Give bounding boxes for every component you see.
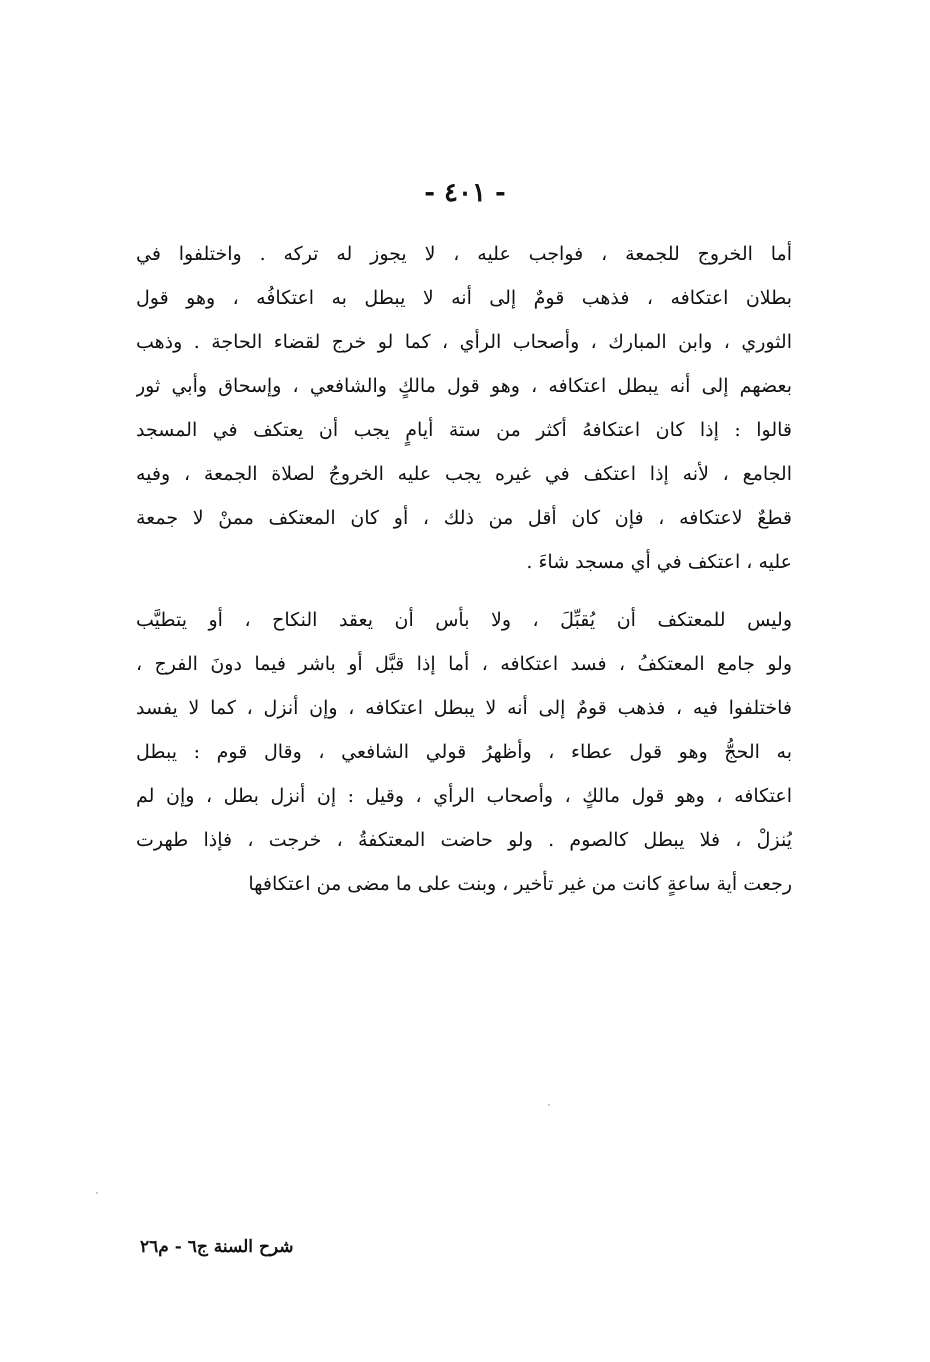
text-line: الجامع ، لأنه إذا اعتكف في غيره يجب عليه الخروجُ لصلاة الجمعة ، وفيه	[136, 463, 792, 485]
text-line: قالوا : إذا كان اعتكافهُ أكثر من ستة أيامٍ يجب أن يعتكف في المسجد	[136, 419, 792, 441]
text-line: فاختلفوا فيه ، فذهب قومٌ إلى أنه لا يبطل اعتكافه ، وإن أنزل ، كما لا يفسد	[136, 697, 792, 719]
paragraph-1	[136, 232, 792, 584]
text-line: عليه ، اعتكف في أي مسجد شاءَ .	[526, 551, 792, 573]
scan-speck	[548, 1104, 550, 1106]
text-line: الثوري ، وابن المبارك ، وأصحاب الرأي ، كما لو خرج لقضاء الحاجة . وذهب	[136, 331, 792, 353]
text-line: بعضهم إلى أنه يبطل اعتكافه ، وهو قول مالكٍ والشافعي ، وإسحاق وأبي ثور	[136, 375, 792, 397]
text-line: أما الخروج للجمعة ، فواجب عليه ، لا يجوز له تركه . واختلفوا في	[136, 243, 792, 265]
text-line: رجعت أية ساعةٍ كانت من غير تأخير ، وبنت على ما مضى من اعتكافها	[248, 873, 792, 895]
footer-signature: شرح السنة ج٦ - م٢٦	[140, 1237, 294, 1257]
scan-speck	[96, 1192, 98, 1194]
page-number: - ٤٠١ -	[424, 178, 506, 208]
text-line: ولو جامع المعتكفُ ، فسد اعتكافه ، أما إذا قبَّل أو باشر فيما دونَ الفرج ،	[136, 653, 792, 675]
text-line: به الحجُّ وهو قول عطاء ، وأظهرُ قولي الشافعي ، وقال قوم : يبطل	[136, 741, 792, 763]
text-line: اعتكافه ، وهو قول مالكٍ ، وأصحاب الرأي ، وقيل : إن أنزل بطل ، وإن لم	[136, 785, 792, 807]
text-line: بطلان اعتكافه ، فذهب قومٌ إلى أنه لا يبطل به اعتكافُه ، وهو قول	[136, 287, 792, 309]
text-line: قطعٌ لاعتكافه ، فإن كان أقل من ذلك ، أو كان المعتكف ممنْ لا جمعة	[136, 507, 792, 529]
text-line: وليس للمعتكف أن يُقبِّلَ ، ولا بأس أن يعقد النكاح ، أو يتطيَّب	[136, 609, 792, 631]
paragraph-2	[136, 598, 792, 906]
text-line: يُنزلْ ، فلا يبطل كالصوم . ولو حاضت المعتكفةُ ، خرجت ، فإذا طهرت	[136, 829, 792, 851]
